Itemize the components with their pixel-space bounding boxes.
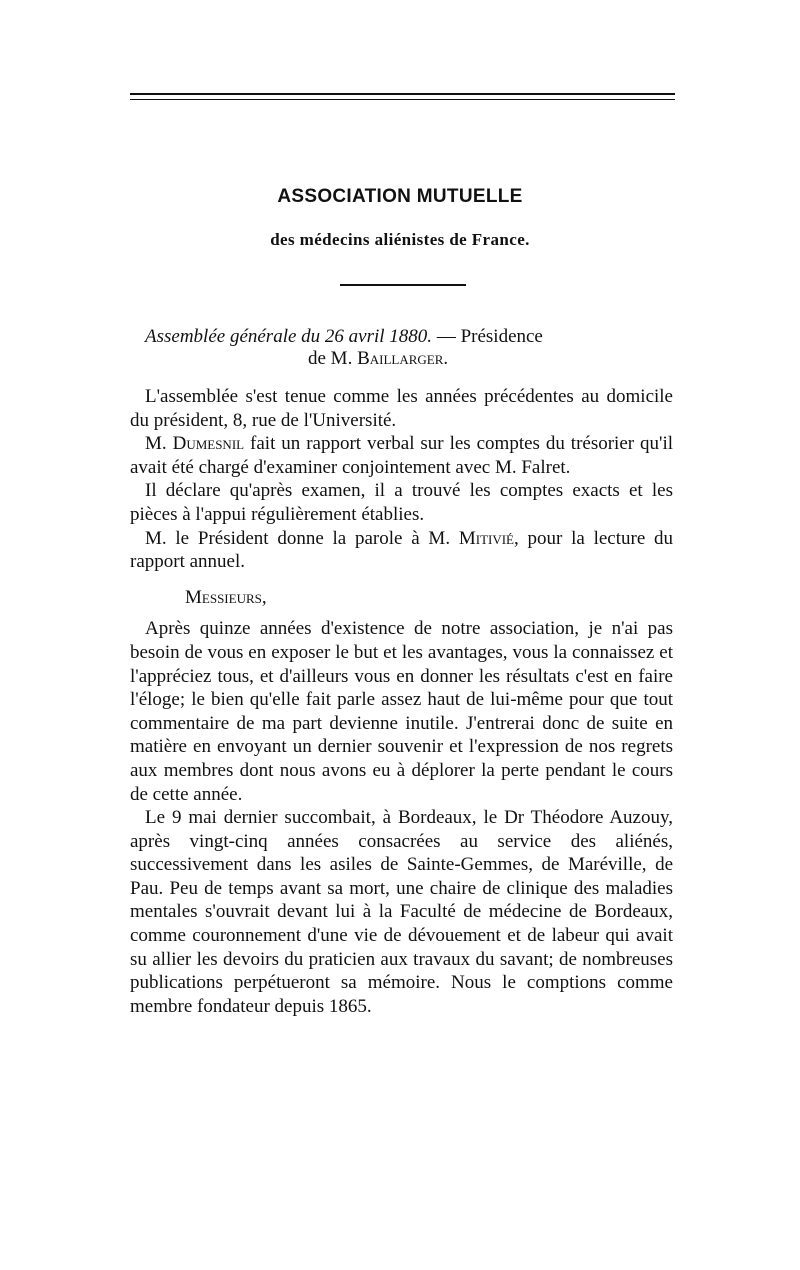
paragraph-1: L'assemblée s'est tenue comme les années précédentes au domicile du président, 8, rue de l'Université. — [130, 386, 673, 431]
body-text — [130, 385, 673, 1018]
presidency-label: — Présidence — [436, 326, 543, 347]
paragraph-6: Le 9 mai dernier succombait, à Bordeaux, le Dr Théodore Auzouy, après vingt-cinq années consacrées au service des aliénés, successivement dans les asiles de Sainte-Gemmes, de Maréville, de Pau. Peu de temps avant sa mort, une chaire de clinique des maladies mentales s'ouvrait devant lui à la Faculté de médecine de Bordeaux, comme couronnement d'une vie de dévouement et de labeur qui avait su allier les devoirs du praticien aux travaux du savant; de nombreuses publications perpétueront sa mémoire. Nous le comptions comme membre fondateur depuis 1865. — [130, 807, 673, 1017]
paragraph-3: Il déclare qu'après examen, il a trouvé les comptes exacts et les pièces à l'appui régulièrement établies. — [130, 480, 673, 525]
section-divider — [340, 284, 466, 286]
president-name: Baillarger. — [357, 348, 449, 369]
paragraph-2-m: M. — [145, 433, 167, 455]
paragraph-5: Après quinze années d'existence de notre association, je n'ai pas besoin de vous en exposer le but et les avantages, vous la connaissez et l'appréciez tous, et d'ailleurs vous en donner les résultats c'est en faire l'éloge; le bien qu'elle fait parle assez haut de lui-même pour que tout commentaire de ma part devienne inutile. J'entrerai donc de suite en matière en envoyant un dernier souvenir et l'expression de nos regrets aux membres dont nous avons eu à déplorer la perte pendant le cours de cette année. — [130, 618, 673, 805]
presidency-de: de M. — [308, 348, 353, 369]
page-subtitle: des médecins aliénistes de France. — [270, 230, 530, 249]
top-double-rule-thin — [130, 99, 675, 100]
top-double-rule-thick — [130, 93, 675, 95]
paragraph-4 — [130, 527, 673, 574]
paragraph-2-rest: fait un rapport verbal sur les comptes du trésorier qu'il avait été chargé d'examiner conjointement avec M. Falret. — [130, 433, 673, 478]
paragraph-4-start: M. le Président donne la parole à M. — [145, 527, 451, 549]
paragraph-2-name: Dumesnil — [172, 433, 245, 455]
page-title: ASSOCIATION MUTUELLE — [277, 186, 523, 207]
assembly-date: Assemblée générale du 26 avril 1880. — [145, 326, 433, 347]
presidency-line — [308, 348, 448, 370]
paragraph-2 — [130, 432, 673, 479]
salutation: Messieurs, — [185, 586, 267, 608]
paragraph-4-end: pour la lecture du rapport annuel. — [130, 527, 674, 573]
paragraph-4-name: Mitivié, — [458, 527, 519, 549]
assembly-line — [145, 326, 675, 348]
